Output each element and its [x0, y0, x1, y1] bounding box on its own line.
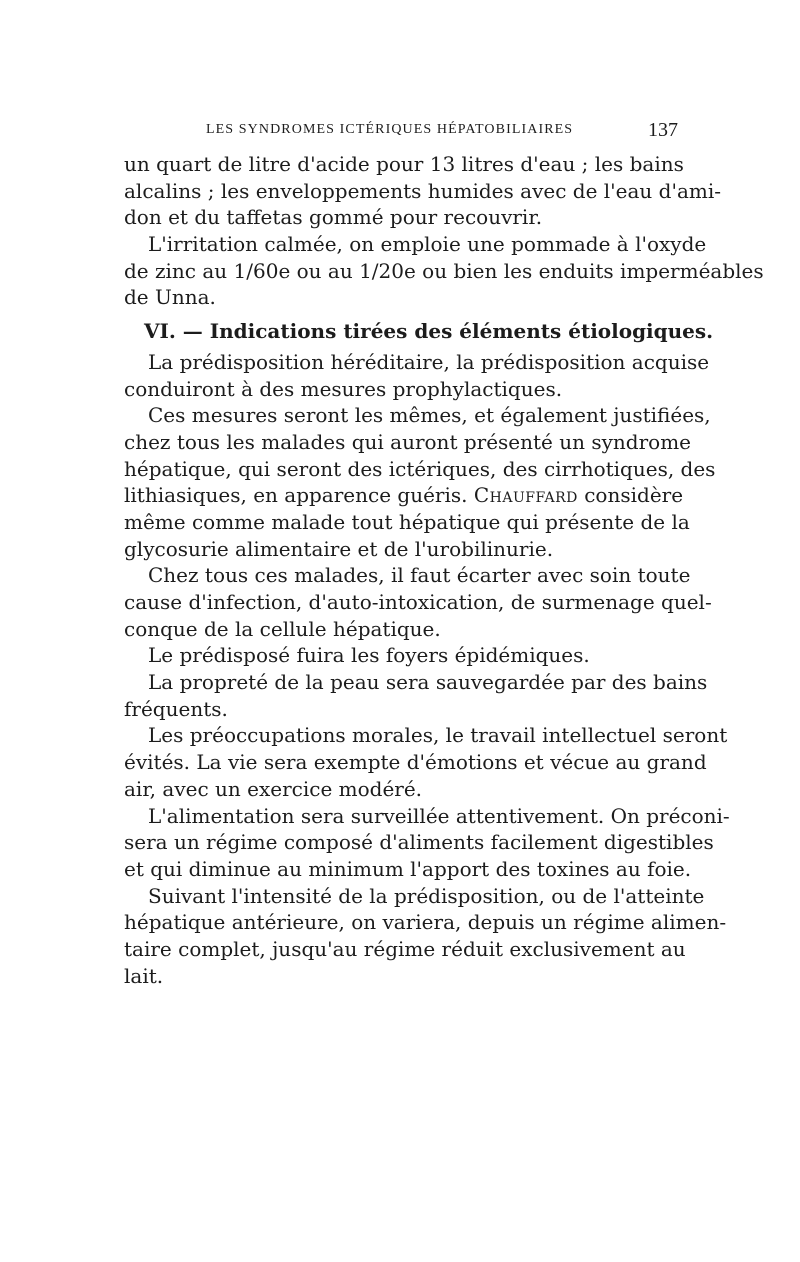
- text-line: évités. La vie sera exempte d'émotions et vécue au grand: [124, 750, 707, 775]
- text-line: un quart de litre d'acide pour 13 litres d'eau ; les bains: [124, 152, 684, 176]
- text-line: chez tous les malades qui auront présenté un syndrome: [124, 429, 692, 454]
- text-line: même comme malade tout hépatique qui présente de la: [124, 509, 690, 534]
- text-line: conque de la cellule hépatique.: [124, 616, 441, 641]
- running-title: LES SYNDROMES ICTÉRIQUES HÉPATOBILIAIRES: [206, 122, 574, 137]
- text-line: fréquents.: [124, 696, 228, 721]
- text-line: hépatique antérieure, on variera, depuis un régime alimen-: [124, 910, 727, 935]
- text-segment: lithiasiques, en apparence guéris.: [124, 483, 468, 508]
- text-line: de zinc au 1/60e ou au 1/20e ou bien les enduits imperméables: [124, 258, 764, 283]
- body-text: [124, 151, 764, 989]
- text-line: L'irritation calmée, on emploie une pommade à l'oxyde: [148, 232, 707, 257]
- text-line: L'alimentation sera surveillée attentivement. On préconi-: [148, 803, 730, 828]
- text-line: Les préoccupations morales, le travail intellectuel seront: [148, 723, 728, 748]
- text-line: hépatique, qui seront des ictériques, des cirrhotiques, des: [124, 456, 716, 481]
- text-line: conduiront à des mesures prophylactiques.: [124, 376, 563, 401]
- text-line: Suivant l'intensité de la prédisposition, ou de l'atteinte: [148, 883, 705, 908]
- page-number: 137: [648, 119, 678, 141]
- text-line: glycosurie alimentaire et de l'urobilinurie.: [124, 536, 554, 561]
- text-line: [124, 482, 684, 509]
- text-line: Chez tous ces malades, il faut écarter avec soin toute: [148, 563, 691, 588]
- author-name: Chauffard: [473, 483, 578, 508]
- text-line: La propreté de la peau sera sauvegardée par des bains: [148, 670, 708, 695]
- running-head: [124, 119, 678, 141]
- text-line: alcalins ; les enveloppements humides avec de l'eau d'ami-: [124, 178, 721, 203]
- text-line: Ces mesures seront les mêmes, et également justifiées,: [148, 403, 711, 428]
- text-line: air, avec un exercice modéré.: [124, 776, 423, 801]
- section-heading: VI. — Indications tirées des éléments étiologiques.: [144, 319, 714, 344]
- text-line: taire complet, jusqu'au régime réduit exclusivement au: [124, 936, 686, 961]
- text-line: cause d'infection, d'auto-intoxication, de surmenage quel-: [124, 590, 712, 614]
- text-segment: considère: [584, 483, 684, 508]
- text-line: Le prédisposé fuira les foyers épidémiques.: [148, 643, 590, 668]
- text-line: sera un régime composé d'aliments facilement digestibles: [124, 830, 714, 855]
- text-line: de Unna.: [124, 285, 216, 310]
- text-line: La prédisposition héréditaire, la prédisposition acquise: [148, 349, 710, 374]
- text-line: et qui diminue au minimum l'apport des toxines au foie.: [124, 856, 692, 881]
- text-line: don et du taffetas gommé pour recouvrir.: [124, 205, 543, 230]
- text-line: lait.: [124, 963, 164, 988]
